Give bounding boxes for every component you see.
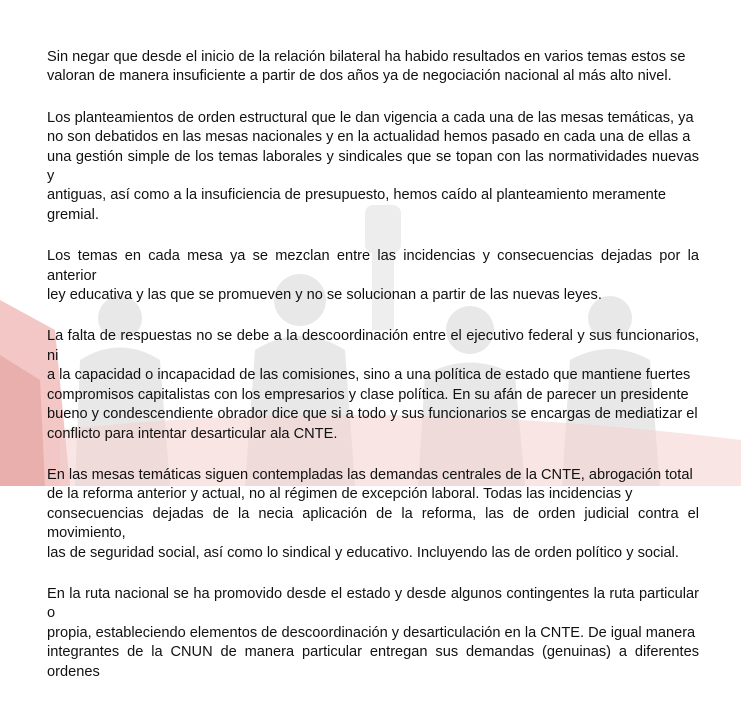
paragraph-4: La falta de respuestas no se debe a la descoordinación entre el ejecutivo federal y sus funcionarios, ni a la capacidad o incapacidad de las comisiones, sino a una política de estado que mantiene fuertes compromisos capitalistas con los empresarios y clase política. En su afán de parecer un presidente bueno y condescendiente obrador dice que si a todo y sus funcionarios se encargas de mediatizar el conflicto para intentar desarticular ala CNTE. xyxy=(47,328,699,442)
paragraph-2: Los planteamientos de orden estructural que le dan vigencia a cada una de las mesas temáticas, ya no son debatidos en las mesas nacionales y en la actualidad hemos pasado en cada una de ellas a una gestión simple de los temas laborales y sindicales que se topan con las normatividades nuevas y antiguas, así como a la insuficiencia de presupuesto, hemos caído al planteamiento meramente gremial. xyxy=(47,109,699,223)
document-body xyxy=(47,48,699,704)
paragraph-1: Sin negar que desde el inicio de la relación bilateral ha habido resultados en varios temas estos se valoran de manera insuficiente a partir de dos años ya de negociación nacional al más alto nivel. xyxy=(47,49,686,85)
paragraph-5: En las mesas temáticas siguen contempladas las demandas centrales de la CNTE, abrogación total de la reforma anterior y actual, no al régimen de excepción laboral. Todas las incidencias y consecuencias dejadas de la necia aplicación de la reforma, las de orden judicial contra el movimiento, las de seguridad social, así como lo sindical y educativo. Incluyendo las de orden político y social. xyxy=(47,466,699,561)
paragraph-6: En la ruta nacional se ha promovido desde el estado y desde algunos contingentes la ruta particular o propia, estableciendo elementos de descoordinación y desarticulación en la CNTE. De igual manera integrantes de la CNUN de manera particular entregan sus demandas (genuinas) a diferentes ordenes xyxy=(47,585,699,680)
paragraph-3: Los temas en cada mesa ya se mezclan entre las incidencias y consecuencias dejadas por la anterior ley educativa y las que se promueven y no se solucionan a partir de las nuevas leyes. xyxy=(47,248,699,304)
